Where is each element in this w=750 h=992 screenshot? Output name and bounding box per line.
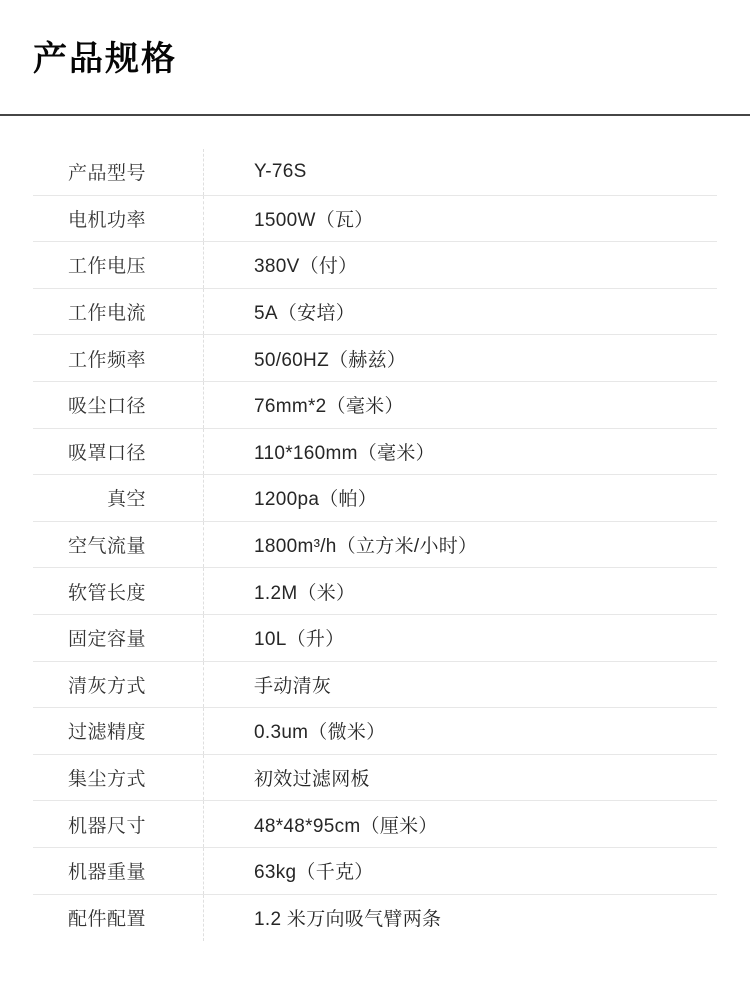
spec-value: 1.2M（米） [203, 568, 717, 614]
spec-value: 0.3um（微米） [203, 708, 717, 754]
spec-label: 真空 [106, 489, 146, 511]
spec-row [33, 755, 717, 802]
spec-value: 手动清灰 [203, 662, 717, 708]
spec-row [33, 848, 717, 895]
page-title: 产品规格 [33, 40, 177, 78]
spec-value: 初效过滤网板 [203, 755, 717, 801]
spec-label: 工作电压 [67, 256, 146, 278]
spec-label: 空气流量 [67, 536, 146, 558]
spec-row [33, 522, 717, 569]
spec-value: 10L（升） [203, 615, 717, 661]
spec-label: 机器尺寸 [67, 815, 146, 837]
spec-value: 1500W（瓦） [203, 196, 717, 242]
spec-row [33, 475, 717, 522]
spec-row [33, 568, 717, 615]
spec-row [33, 895, 717, 942]
spec-label: 工作频率 [67, 349, 146, 371]
spec-value: 110*160mm（毫米） [203, 429, 717, 475]
title-divider [0, 114, 750, 116]
spec-value: 5A（安培） [203, 289, 717, 335]
spec-table [33, 149, 717, 941]
spec-label: 集尘方式 [67, 769, 146, 791]
spec-label: 配件配置 [67, 909, 146, 931]
spec-row [33, 615, 717, 662]
spec-label: 吸尘口径 [67, 396, 146, 418]
spec-value: 1.2 米万向吸气臂两条 [203, 895, 717, 942]
spec-label: 工作电流 [67, 303, 146, 325]
spec-value: 1200pa（帕） [203, 475, 717, 521]
spec-label: 电机功率 [67, 209, 146, 231]
spec-value: 380V（付） [203, 242, 717, 288]
spec-value: Y-76S [203, 149, 717, 195]
spec-row [33, 708, 717, 755]
spec-value: 50/60HZ（赫兹） [203, 335, 717, 381]
spec-label: 吸罩口径 [67, 442, 146, 464]
spec-label: 清灰方式 [67, 675, 146, 697]
spec-value: 48*48*95cm（厘米） [203, 801, 717, 847]
spec-label: 机器重量 [67, 862, 146, 884]
spec-label: 软管长度 [67, 582, 146, 604]
spec-row [33, 801, 717, 848]
spec-label: 固定容量 [67, 629, 146, 651]
spec-row [33, 149, 717, 196]
spec-row [33, 382, 717, 429]
spec-value: 76mm*2（毫米） [203, 382, 717, 428]
spec-label: 过滤精度 [67, 722, 146, 744]
spec-row [33, 662, 717, 709]
spec-row [33, 289, 717, 336]
spec-row [33, 335, 717, 382]
spec-label: 产品型号 [67, 163, 146, 185]
spec-row [33, 429, 717, 476]
spec-row [33, 242, 717, 289]
spec-row [33, 196, 717, 243]
spec-value: 1800m³/h（立方米/小时） [203, 522, 717, 568]
spec-value: 63kg（千克） [203, 848, 717, 894]
